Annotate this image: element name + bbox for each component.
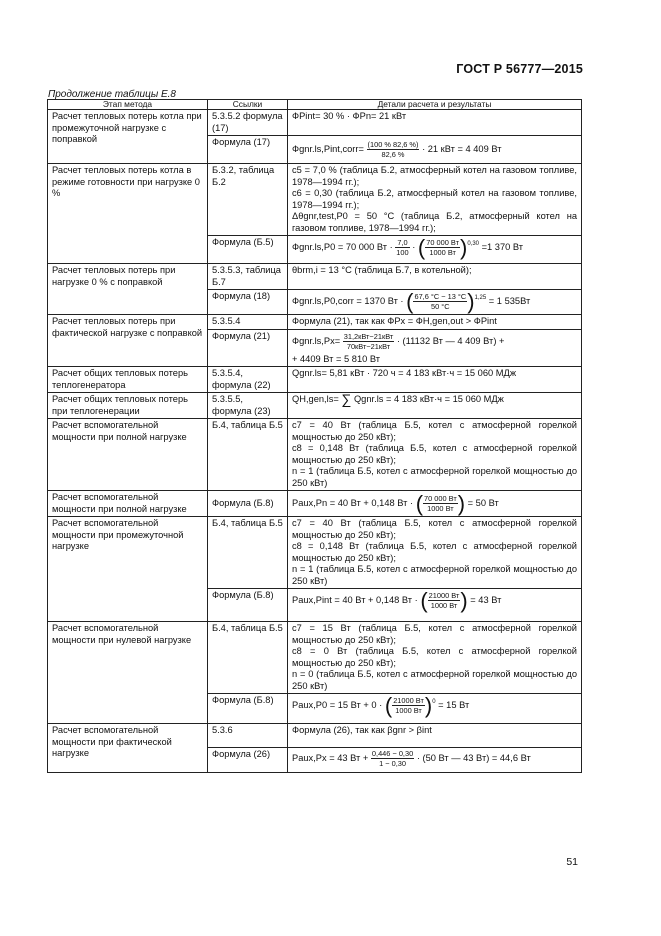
ref-cell: Б.4, таблица Б.5: [208, 517, 288, 589]
stage-cell: Расчет тепловых потерь котла в режиме готовности при нагрузке 0 %: [48, 164, 208, 264]
formula-text: Paux,Px = 43 Вт +: [292, 752, 369, 763]
page-number: 51: [566, 856, 578, 868]
exponent: 0,30: [467, 240, 479, 247]
ref-cell: Б.4, таблица Б.5: [208, 419, 288, 491]
stage-cell: Расчет вспомогательной мощности при фактической нагрузке: [48, 724, 208, 773]
table-header-row: [48, 100, 582, 110]
sum-icon: ∑: [341, 391, 352, 407]
table-row: [48, 367, 582, 393]
stage-cell: Расчет вспомогательной мощности при промежуточной нагрузке: [48, 517, 208, 622]
detail-cell: Формула (26), так как βgnr > βint: [288, 724, 582, 748]
formula-text: Paux,P0 = 15 Вт + 0 ·: [292, 699, 383, 710]
formula-text: · (50 Вт — 43 Вт) = 44,6 Вт: [416, 752, 531, 763]
ref-cell: 5.3.6: [208, 724, 288, 748]
ref-cell: 5.3.5.2 формула (17): [208, 110, 288, 136]
stage-cell: Расчет вспомогательной мощности при полной нагрузке: [48, 491, 208, 517]
formula-text: = 15 Вт: [438, 699, 470, 710]
ref-cell: Б.3.2, таблица Б.2: [208, 164, 288, 236]
stage-cell: Расчет тепловых потерь при нагрузке 0 % с поправкой: [48, 264, 208, 315]
detail-cell: c7 = 40 Вт (таблица Б.5, котел с атмосферной горелкой мощностью до 250 кВт); c8 = 0,148 Вт (таблица Б.5, котел с атмосферной горелкой мощностью до 250 кВт); n = 1 (таблица Б.5, котел с атмосферной горелкой мощностью до 250 кВт): [288, 419, 582, 491]
fraction: $\frac{0,446 - 0,30}{1 - 0,30}$: [371, 748, 414, 768]
detail-cell: [288, 136, 582, 164]
detail-cell: Фgnr.ls,P0,corr = 1370 Вт · ( 67,6 °С − 13 °С 50 °С )$^{1,25}$ = 1 535Вт: [288, 290, 582, 315]
table-row: [48, 491, 582, 517]
formula-text: = 50 Вт: [467, 497, 499, 508]
ref-cell: Формула (Б.8): [208, 694, 288, 724]
table-row: [48, 393, 582, 419]
ref-cell: Формула (Б.5): [208, 236, 288, 264]
table-caption: Продолжение таблицы Е.8: [48, 89, 176, 100]
stage-cell: Расчет общих тепловых потерь при теплогенерации: [48, 393, 208, 419]
detail-cell: [288, 393, 582, 419]
formula-text: Фgnr.ls,Px=: [292, 335, 341, 346]
ref-cell: 5.3.5.4: [208, 315, 288, 330]
formula-text: = 1 535Вт: [488, 295, 531, 306]
ref-cell: Б.4, таблица Б.5: [208, 622, 288, 694]
fraction: $\frac{(100 \% 82,6 \%)}{82,6 \%}$: [367, 140, 419, 159]
fraction: 70 000 Вт 1000 Вт: [426, 238, 459, 257]
col-header-details: Детали расчета и результаты: [288, 100, 582, 110]
ref-cell: Формула (21): [208, 329, 288, 367]
formula-text: Фgnr.ls,P0 = 70 000 Вт ·: [292, 241, 393, 252]
detail-cell: Paux,Pn = 40 Вт + 0,148 Вт · ( 70 000 Вт 1000 Вт ) = 50 Вт: [288, 491, 582, 517]
stage-cell: Расчет общих тепловых потерь теплогенератора: [48, 367, 208, 393]
exponent: 0: [432, 698, 436, 705]
exponent: 1,25: [474, 294, 487, 301]
stage-cell: Расчет тепловых потерь при фактической нагрузке с поправкой: [48, 315, 208, 367]
formula-text: + 4409 Вт = 5 810 Вт: [292, 353, 381, 364]
detail-cell: Paux,Pint = 40 Вт + 0,148 Вт · ( 21000 Вт 1000 Вт ) = 43 Вт: [288, 589, 582, 622]
detail-cell: Фgnr.ls,P0 = 70 000 Вт · $\frac{7,0}{100}$ · ( 70 000 Вт 1000 Вт )$^{0,30}$ =1 370 Вт: [288, 236, 582, 264]
formula-text: = 43 Вт: [470, 594, 502, 605]
formula-text: QH,gen,ls=: [292, 394, 339, 405]
stage-cell: Расчет вспомогательной мощности при нулевой нагрузке: [48, 622, 208, 724]
detail-cell: [288, 329, 582, 367]
formula-text: Qgnr.ls = 4 183 кВт·ч = 15 060 МДж: [353, 394, 504, 405]
detail-cell: c5 = 7,0 % (таблица Б.2, атмосферный котел на газовом топливе, 1978—1994 гг.); c6 = 0,30 (таблица Б.2, атмосферный котел на газовом топливе, 1978—1994 гг.); Δθgnr,test,P0 = 50 °С (таблица Б.2, атмосферный котел на газовом топливе, 1978—1994 гг.);: [288, 164, 582, 236]
detail-cell: c7 = 40 Вт (таблица Б.5, котел с атмосферной горелкой мощностью до 250 кВт); c8 = 0,148 Вт (таблица Б.5, котел с атмосферной горелкой мощностью до 250 кВт); n = 1 (таблица Б.5, котел с атмосферной горелкой мощностью до 250 кВт): [288, 517, 582, 589]
formula-text: Фgnr.ls,Pint,corr=: [292, 143, 364, 154]
fraction: 31,2кВт−21кВт 70кВт−21кВт: [343, 331, 394, 351]
formula-text: · (11132 Вт — 4 409 Вт) +: [396, 335, 505, 346]
ref-cell: Формула (Б.8): [208, 589, 288, 622]
formula-text: =1 370 Вт: [481, 241, 524, 252]
detail-cell: Qgnr.ls= 5,81 кВт · 720 ч = 4 183 кВт·ч = 15 060 МДж: [288, 367, 582, 393]
ref-cell: Формула (18): [208, 290, 288, 315]
formula-text: Paux,Pint = 40 Вт + 0,148 Вт ·: [292, 594, 418, 605]
formula-text: Paux,Pn = 40 Вт + 0,148 Вт ·: [292, 497, 414, 508]
table-row: [48, 164, 582, 236]
fraction: 21000 Вт 1000 Вт: [393, 696, 424, 715]
stage-cell: Расчет вспомогательной мощности при полной нагрузке: [48, 419, 208, 491]
ref-cell: 5.3.5.3, таблица Б.7: [208, 264, 288, 290]
table-row: [48, 264, 582, 290]
table-row: [48, 110, 582, 136]
ref-cell: 5.3.5.5, формула (23): [208, 393, 288, 419]
ref-cell: Формула (26): [208, 747, 288, 772]
table-row: [48, 315, 582, 330]
table-row: [48, 517, 582, 589]
detail-cell: Paux,P0 = 15 Вт + 0 · ( 21000 Вт 1000 Вт )$^0$ = 15 Вт: [288, 694, 582, 724]
table-row: [48, 419, 582, 491]
col-header-stage: Этап метода: [48, 100, 208, 110]
table-row: [48, 622, 582, 694]
fraction: 21000 Вт 1000 Вт: [428, 591, 460, 610]
formula-text: Фgnr.ls,P0,corr = 1370 Вт ·: [292, 295, 404, 306]
fraction: 70 000 Вт 1000 Вт: [424, 493, 457, 513]
table-row: [48, 724, 582, 748]
formula-text: · 21 кВт = 4 409 Вт: [422, 143, 502, 154]
detail-cell: Формула (21), так как ФPx = ФH,gen,out > ФPint: [288, 315, 582, 330]
ref-cell: 5.3.5.4, формула (22): [208, 367, 288, 393]
stage-cell: Расчет тепловых потерь котла при промежуточной нагрузке с поправкой: [48, 110, 208, 164]
fraction: 67,6 °С − 13 °С 50 °С: [414, 292, 467, 311]
detail-cell: c7 = 15 Вт (таблица Б.5, котел с атмосферной горелкой мощностью до 250 кВт); c8 = 0 Вт (таблица Б.5, котел с атмосферной горелкой мощностью до 250 кВт); n = 0 (таблица Б.5, котел с атмосферной горелкой мощностью до 250 кВт): [288, 622, 582, 694]
fraction: $\frac{7,0}{100}$: [396, 238, 409, 257]
detail-cell: θbrm,i = 13 °С (таблица Б.7, в котельной);: [288, 264, 582, 290]
calculation-table: [47, 99, 582, 773]
standard-header: ГОСТ Р 56777—2015: [456, 62, 583, 76]
detail-cell: ФPint= 30 % · ФPn= 21 кВт: [288, 110, 582, 136]
detail-cell: [288, 747, 582, 772]
ref-cell: Формула (Б.8): [208, 491, 288, 517]
ref-cell: Формула (17): [208, 136, 288, 164]
col-header-refs: Ссылки: [208, 100, 288, 110]
